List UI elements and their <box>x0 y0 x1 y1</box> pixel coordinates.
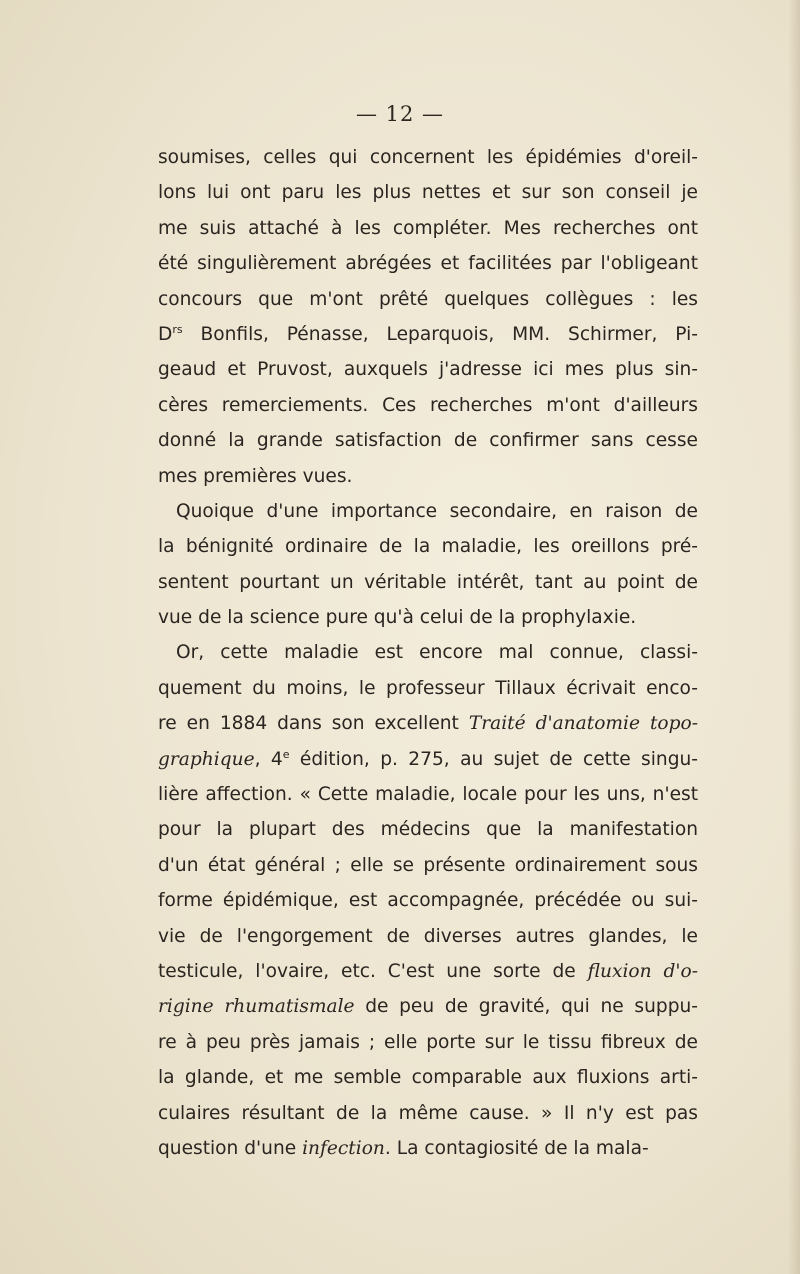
text-run: concours que m'ont prêté quelques collègues : les <box>158 288 698 310</box>
italic-text: Traité d'anatomie topo- <box>468 713 698 735</box>
text-run: sentent pourtant un véritable intérêt, tant au point de <box>158 571 698 593</box>
text-run: cères remerciements. Ces recherches m'ont d'ailleurs <box>158 394 698 416</box>
text-line <box>158 635 698 670</box>
text-run: re en 1884 dans son excellent <box>158 713 469 735</box>
text-line <box>158 954 698 989</box>
text-line <box>158 848 698 883</box>
text-line <box>158 423 698 458</box>
text-line <box>158 175 698 210</box>
text-line <box>158 1131 698 1166</box>
superscript: e <box>282 747 290 761</box>
text-run: lière affection. « Cette maladie, locale pour les uns, n'est <box>158 784 698 806</box>
page-edge-shadow <box>788 0 800 1274</box>
text-line <box>158 565 698 600</box>
text-run: Or, cette maladie est encore mal connue, classi- <box>176 642 698 664</box>
text-run: soumises, celles qui concernent les épidémies d'oreil- <box>158 147 698 168</box>
text-run: pour la plupart des médecins que la manifestation <box>158 819 698 841</box>
text-line <box>158 742 698 777</box>
text-line <box>158 140 698 175</box>
text-line <box>158 352 698 387</box>
text-line <box>158 919 698 954</box>
text-run: la bénignité ordinaire de la maladie, les oreillons pré- <box>158 536 698 558</box>
text-run: . La contagiosité de la mala- <box>384 1137 649 1159</box>
text-run: vie de l'engorgement de diverses autres glandes, le <box>158 925 698 947</box>
text-line <box>158 812 698 847</box>
text-line <box>158 883 698 918</box>
text-run: question d'une <box>158 1137 303 1159</box>
text-run: me suis attaché à les compléter. Mes recherches ont <box>158 217 698 239</box>
text-run: Quoique d'une importance secondaire, en raison de <box>176 500 698 522</box>
text-run: geaud et Pruvost, auxquels j'adresse ici mes plus sin- <box>158 359 698 381</box>
text-run: lons lui ont paru les plus nettes et sur son conseil je <box>158 182 698 204</box>
text-line <box>158 1060 698 1095</box>
italic-text: infection <box>302 1137 385 1159</box>
text-line <box>158 246 698 281</box>
text-run: la glande, et me semble comparable aux fluxions arti- <box>158 1067 698 1089</box>
paragraph <box>158 635 698 1166</box>
text-line <box>158 777 698 812</box>
text-run: forme épidémique, est accompagnée, précédée ou sui- <box>158 890 698 912</box>
text-line <box>158 1096 698 1131</box>
text-line <box>158 529 698 564</box>
text-line <box>158 706 698 741</box>
text-line <box>158 494 698 529</box>
text-run: , 4 <box>254 748 283 770</box>
page-number: — 12 — <box>355 102 445 126</box>
text-run: édition, p. 275, au sujet de cette singu- <box>289 748 698 770</box>
text-line <box>158 671 698 706</box>
italic-text: graphique <box>158 748 255 770</box>
italic-text: fluxion d'o- <box>587 960 698 982</box>
text-line <box>158 1025 698 1060</box>
body-text <box>158 140 698 1166</box>
superscript: rs <box>172 322 183 336</box>
text-run: donné la grande satisfaction de confirmer sans cesse <box>158 430 698 452</box>
text-run: testicule, l'ovaire, etc. C'est une sorte de <box>158 960 588 982</box>
italic-text: rigine rhumatismale <box>158 996 355 1018</box>
text-line <box>158 600 698 635</box>
text-run: vue de la science pure qu'à celui de la prophylaxie. <box>158 607 637 629</box>
text-run: D <box>158 323 173 345</box>
text-run: culaires résultant de la même cause. » Il n'y est pas <box>158 1102 698 1124</box>
text-line <box>158 989 698 1024</box>
text-run: Bonfils, Pénasse, Leparquois, MM. Schirmer, Pi- <box>182 323 698 345</box>
text-line <box>158 211 698 246</box>
text-run: mes premières vues. <box>158 465 353 487</box>
text-run: d'un état général ; elle se présente ordinairement sous <box>158 854 698 876</box>
text-line <box>158 282 698 317</box>
text-run: été singulièrement abrégées et facilitées par l'obligeant <box>158 253 698 275</box>
text-run: de peu de gravité, qui ne suppu- <box>354 996 698 1018</box>
text-line <box>158 317 698 352</box>
paragraph <box>158 494 698 636</box>
paragraph <box>158 140 698 494</box>
text-run: re à peu près jamais ; elle porte sur le tissu fibreux de <box>158 1031 698 1053</box>
text-line <box>158 459 698 494</box>
text-line <box>158 388 698 423</box>
text-run: quement du moins, le professeur Tillaux écrivait enco- <box>158 677 698 699</box>
